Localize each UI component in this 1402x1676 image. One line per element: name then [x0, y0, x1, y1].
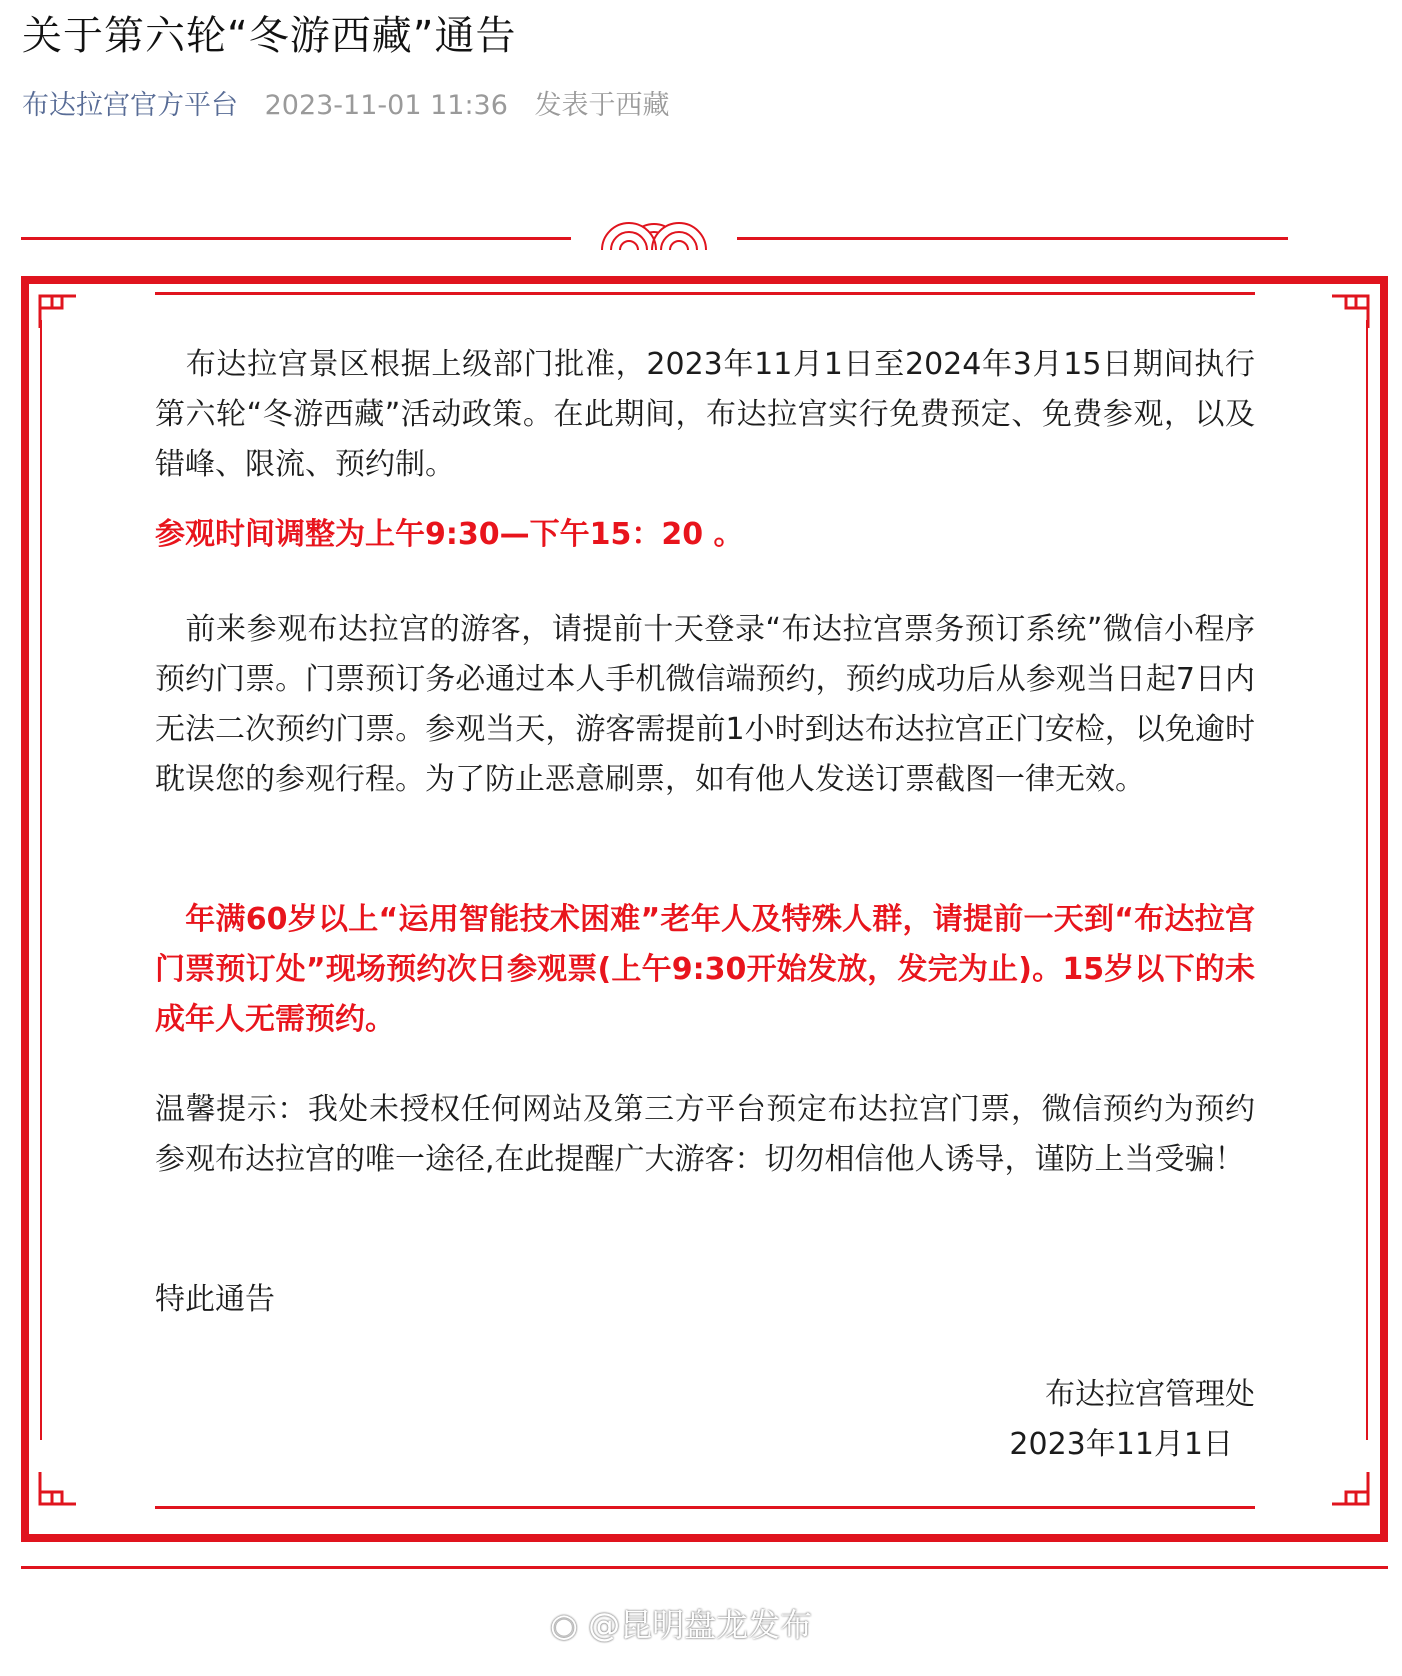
watermark — [550, 1600, 812, 1646]
paragraph-elderly-special: 年满60岁以上“运用智能技术困难”老年人及特殊人群，请提前一天到“布达拉宫门票预订处”现场预约次日参观票(上午9:30开始发放，发完为止)。15岁以下的未成年人无需预约。 — [155, 902, 1255, 1037]
fret-corner-icon-top-right — [1330, 290, 1370, 330]
fret-corner-icon-bottom-right — [1330, 1470, 1370, 1510]
publish-location: 发表于西藏 — [534, 90, 670, 121]
inner-border-bottom — [155, 1506, 1255, 1509]
paragraph-warning: 温馨提示：我处未授权任何网站及第三方平台预定布达拉宫门票，微信预约为预约参观布达拉宫的唯一途径,在此提醒广大游客：切勿相信他人诱导，谨防上当受骗！ — [155, 1092, 1255, 1177]
fret-corner-icon-bottom-left — [38, 1470, 78, 1510]
auspicious-cloud-icon — [598, 200, 710, 250]
article-meta — [22, 86, 670, 126]
signature-date: 2023年11月1日 — [1009, 1427, 1233, 1462]
inner-border-right — [1366, 320, 1368, 1440]
paragraph-visiting-hours: 参观时间调整为上午9:30—下午15：20 。 — [155, 517, 744, 552]
fret-corner-icon-top-left — [38, 290, 78, 330]
weibo-icon: ◉ — [550, 1606, 578, 1644]
paragraph-policy: 布达拉宫景区根据上级部门批准，2023年11月1日至2024年3月15日期间执行第六轮“冬游西藏”活动政策。在此期间，布达拉宫实行免费预定、免费参观，以及错峰、限流、预约制。 — [155, 347, 1255, 482]
bottom-divider — [21, 1566, 1388, 1569]
watermark-text: @昆明盘龙发布 — [588, 1606, 813, 1644]
signature-block — [1009, 1370, 1255, 1470]
author-link[interactable]: 布达拉宫官方平台 — [22, 90, 238, 121]
paragraph-closing: 特此通告 — [155, 1282, 275, 1317]
paragraph-booking: 前来参观布达拉宫的游客，请提前十天登录“布达拉宫票务预订系统”微信小程序预约门票。门票预订务必通过本人手机微信端预约，预约成功后从参观当日起7日内无法二次预约门票。参观当天，游客需提前1小时到达布达拉宫正门安检，以免逾时耽误您的参观行程。为了防止恶意刷票，如有他人发送订票截图一律无效。 — [155, 612, 1255, 797]
top-divider-right — [737, 237, 1288, 240]
top-divider-left — [21, 237, 571, 240]
inner-border-top — [155, 292, 1255, 295]
signature-org: 布达拉宫管理处 — [1045, 1377, 1255, 1412]
publish-time: 2023-11-01 11:36 — [264, 90, 508, 121]
article-title: 关于第六轮“冬游西藏”通告 — [22, 13, 517, 59]
inner-border-left — [40, 320, 42, 1440]
